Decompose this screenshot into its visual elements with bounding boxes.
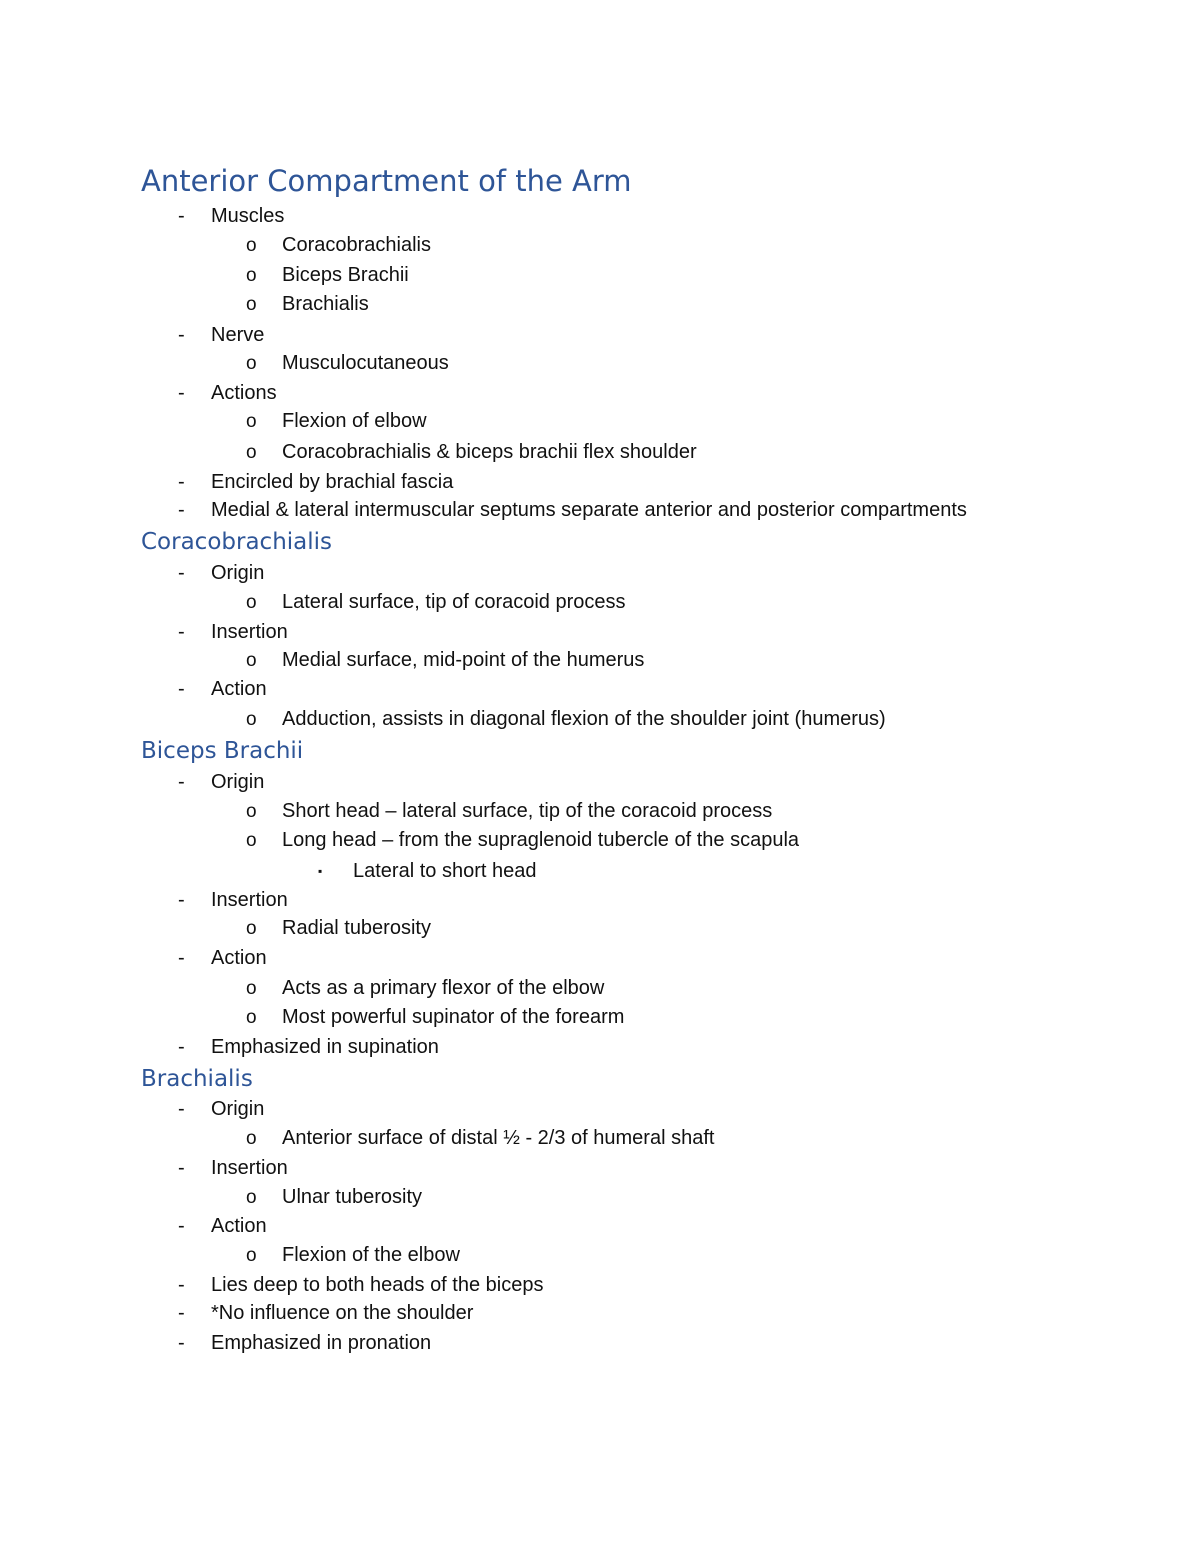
list-item-text: Short head – lateral surface, tip of the coracoid process <box>282 800 773 822</box>
list-item-text: Acts as a primary flexor of the elbow <box>282 977 605 999</box>
dash-bullet: - <box>178 1157 185 1179</box>
list-item-text: Origin <box>211 562 265 584</box>
dash-bullet: - <box>178 324 185 346</box>
list-item-text: Radial tuberosity <box>282 917 431 939</box>
list-item-text: Medial surface, mid-point of the humerus <box>282 649 645 671</box>
circle-bullet: o <box>246 1128 257 1149</box>
list-item-text: Emphasized in pronation <box>211 1332 432 1354</box>
circle-bullet: o <box>246 1007 257 1028</box>
dash-bullet: - <box>178 562 185 584</box>
square-bullet: ▪ <box>318 864 323 878</box>
document-title: Anterior Compartment of the Arm <box>141 164 632 198</box>
section-heading-brachialis: Brachialis <box>141 1066 253 1092</box>
circle-bullet: o <box>246 830 257 851</box>
dash-bullet: - <box>178 471 185 493</box>
list-item-text: Lateral to short head <box>353 860 537 882</box>
list-item-text: Coracobrachialis & biceps brachii flex shoulder <box>282 441 697 463</box>
dash-bullet: - <box>178 1302 185 1324</box>
list-item-text: Musculocutaneous <box>282 352 449 374</box>
list-item-text: Lateral surface, tip of coracoid process <box>282 591 626 613</box>
circle-bullet: o <box>246 801 257 822</box>
list-item-text: Action <box>211 678 267 700</box>
list-item-text: Encircled by brachial fascia <box>211 471 454 493</box>
list-item-text: Origin <box>211 771 265 793</box>
dash-bullet: - <box>178 889 185 911</box>
list-item-text: Most powerful supinator of the forearm <box>282 1006 625 1028</box>
list-item-text: Adduction, assists in diagonal flexion of the shoulder joint (humerus) <box>282 708 886 730</box>
circle-bullet: o <box>246 235 257 256</box>
circle-bullet: o <box>246 709 257 730</box>
list-item-text: Biceps Brachii <box>282 264 409 286</box>
circle-bullet: o <box>246 978 257 999</box>
list-item-text: Action <box>211 1215 267 1237</box>
circle-bullet: o <box>246 265 257 286</box>
list-item-text: Coracobrachialis <box>282 234 431 256</box>
dash-bullet: - <box>178 382 185 404</box>
circle-bullet: o <box>246 294 257 315</box>
circle-bullet: o <box>246 442 257 463</box>
circle-bullet: o <box>246 650 257 671</box>
circle-bullet: o <box>246 353 257 374</box>
circle-bullet: o <box>246 411 257 432</box>
list-item-text: *No influence on the shoulder <box>211 1302 474 1324</box>
dash-bullet: - <box>178 621 185 643</box>
list-item-text: Long head – from the supraglenoid tubercle of the scapula <box>282 829 800 851</box>
circle-bullet: o <box>246 592 257 613</box>
dash-bullet: - <box>178 771 185 793</box>
dash-bullet: - <box>178 205 185 227</box>
list-item-text: Brachialis <box>282 293 369 315</box>
list-item-text: Emphasized in supination <box>211 1036 439 1058</box>
circle-bullet: o <box>246 1245 257 1266</box>
list-item-text: Insertion <box>211 889 288 911</box>
list-item-text: Nerve <box>211 324 265 346</box>
list-item-text: Action <box>211 947 267 969</box>
dash-bullet: - <box>178 1036 185 1058</box>
list-item-text: Origin <box>211 1098 265 1120</box>
list-item-text: Ulnar tuberosity <box>282 1186 423 1208</box>
list-item-text: Lies deep to both heads of the biceps <box>211 1274 544 1296</box>
section-heading-coracobrachialis: Coracobrachialis <box>141 529 333 555</box>
list-item-text: Medial & lateral intermuscular septums separate anterior and posterior compartments <box>211 499 967 521</box>
dash-bullet: - <box>178 1098 185 1120</box>
list-item-text: Flexion of elbow <box>282 410 427 432</box>
list-item-text: Muscles <box>211 205 285 227</box>
circle-bullet: o <box>246 918 257 939</box>
dash-bullet: - <box>178 499 185 521</box>
section-heading-biceps-brachii: Biceps Brachii <box>141 738 304 764</box>
list-item-text: Anterior surface of distal ½ - 2/3 of humeral shaft <box>282 1127 715 1149</box>
dash-bullet: - <box>178 1274 185 1296</box>
list-item-text: Insertion <box>211 1157 288 1179</box>
list-item-text: Insertion <box>211 621 288 643</box>
dash-bullet: - <box>178 678 185 700</box>
dash-bullet: - <box>178 1215 185 1237</box>
dash-bullet: - <box>178 1332 185 1354</box>
list-item-text: Flexion of the elbow <box>282 1244 460 1266</box>
dash-bullet: - <box>178 947 185 969</box>
list-item-text: Actions <box>211 382 277 404</box>
circle-bullet: o <box>246 1187 257 1208</box>
